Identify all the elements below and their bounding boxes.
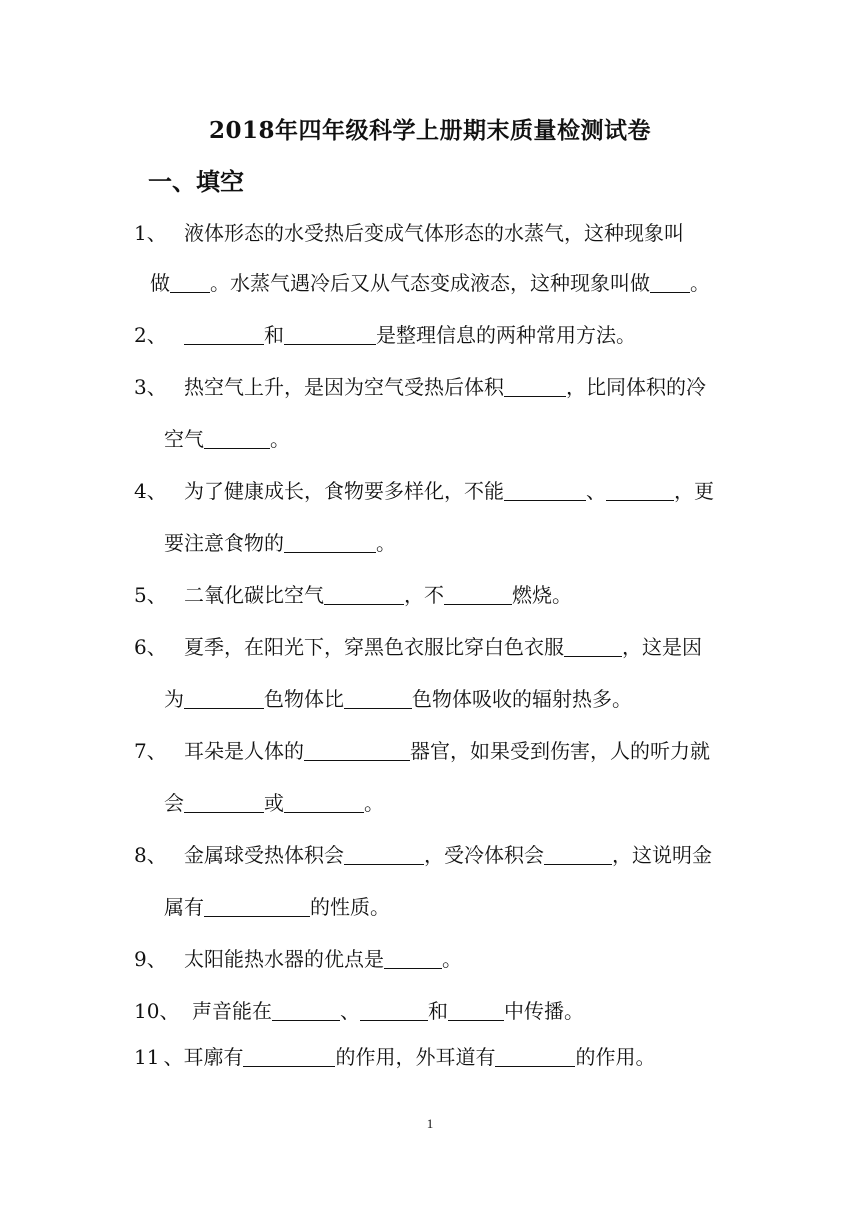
question-text: 的作用。	[575, 1045, 656, 1069]
answer-blank[interactable]	[170, 272, 210, 293]
question-text: 声音能在	[192, 999, 272, 1023]
question-number: 8、	[134, 843, 167, 867]
question-number: 7、	[134, 739, 167, 763]
question-1	[134, 220, 784, 246]
answer-blank[interactable]	[564, 636, 622, 657]
question-text: 色物体吸收的辐射热多。	[412, 687, 632, 711]
answer-blank[interactable]	[444, 584, 512, 605]
question-text: 的性质。	[310, 895, 390, 919]
question-text: 做	[150, 271, 170, 295]
question-text: 器官，如果受到伤害，人的听力就	[410, 739, 710, 763]
answer-blank[interactable]	[284, 792, 364, 813]
question-number: 2、	[134, 323, 167, 347]
question-text: 和	[264, 323, 284, 347]
answer-blank[interactable]	[284, 324, 376, 345]
question-text: 热空气上升，是因为空气受热后体积	[184, 375, 504, 399]
question-4-continued	[164, 530, 396, 556]
question-text: 耳朵是人体的	[184, 739, 304, 763]
question-text: ，受冷体积会	[424, 843, 544, 867]
answer-blank[interactable]	[304, 740, 410, 761]
question-7	[134, 738, 784, 764]
question-number: 6、	[134, 635, 167, 659]
question-text: ，不	[404, 583, 444, 607]
question-text: 是整理信息的两种常用方法。	[376, 323, 636, 347]
answer-blank[interactable]	[204, 896, 310, 917]
answer-blank[interactable]	[448, 1000, 504, 1021]
answer-blank[interactable]	[184, 324, 264, 345]
question-text: 的作用，外耳道有	[335, 1045, 496, 1069]
question-text: 。	[270, 427, 290, 451]
answer-blank[interactable]	[606, 480, 674, 501]
question-text: 夏季，在阳光下，穿黑色衣服比穿白色衣服	[184, 635, 564, 659]
answer-blank[interactable]	[504, 376, 566, 397]
question-text: 。	[442, 947, 462, 971]
question-number: 1、	[134, 221, 167, 245]
question-text: ，比同体积的冷	[566, 375, 706, 399]
question-8	[134, 842, 784, 868]
question-text: 为	[164, 687, 184, 711]
question-7-continued	[164, 790, 384, 816]
page-title: 2018年四年级科学上册期末质量检测试卷	[208, 117, 651, 144]
question-11	[134, 1044, 784, 1070]
question-text: 空气	[164, 427, 204, 451]
question-text: 。	[376, 531, 396, 555]
question-number: 5、	[134, 583, 167, 607]
question-text: 燃烧。	[512, 583, 572, 607]
answer-blank[interactable]	[204, 428, 270, 449]
question-text: 或	[264, 791, 284, 815]
question-text: 色物体比	[264, 687, 344, 711]
question-text: 和	[428, 999, 448, 1023]
question-text: 为了健康成长，食物要多样化，不能	[184, 479, 504, 503]
answer-blank[interactable]	[384, 948, 442, 969]
question-number: 10、	[134, 999, 180, 1023]
question-number: 3、	[134, 375, 167, 399]
question-text: 属有	[164, 895, 204, 919]
answer-blank[interactable]	[284, 532, 376, 553]
question-8-continued	[164, 894, 390, 920]
question-5	[134, 582, 784, 608]
question-text: ，更	[674, 479, 714, 503]
question-text: 太阳能热水器的优点是	[184, 947, 384, 971]
question-text: 。	[690, 271, 710, 295]
question-text: 要注意食物的	[164, 531, 284, 555]
question-number: 4、	[134, 479, 167, 503]
answer-blank[interactable]	[243, 1046, 335, 1067]
question-number: 9、	[134, 947, 167, 971]
question-9	[134, 946, 784, 972]
answer-blank[interactable]	[495, 1046, 575, 1067]
question-text: 金属球受热体积会	[184, 843, 344, 867]
page-number: 1	[426, 1116, 434, 1131]
answer-blank[interactable]	[344, 688, 412, 709]
question-text: 、耳廓有	[163, 1045, 244, 1069]
question-3-continued	[164, 426, 290, 452]
question-text: 、	[340, 999, 360, 1023]
question-text: 、	[586, 479, 606, 503]
answer-blank[interactable]	[272, 1000, 340, 1021]
question-text: 二氧化碳比空气	[184, 583, 324, 607]
question-text: 会	[164, 791, 184, 815]
answer-blank[interactable]	[504, 480, 586, 501]
answer-blank[interactable]	[360, 1000, 428, 1021]
question-number: 11	[134, 1045, 160, 1069]
question-3	[134, 374, 784, 400]
question-text: ，这说明金	[612, 843, 712, 867]
question-10	[134, 998, 784, 1024]
question-text: ，这是因	[622, 635, 702, 659]
question-6-continued	[164, 686, 632, 712]
answer-blank[interactable]	[544, 844, 612, 865]
question-2	[134, 322, 784, 348]
section-heading: 一、填空	[148, 167, 244, 196]
question-text: 中传播。	[504, 999, 584, 1023]
question-6	[134, 634, 784, 660]
answer-blank[interactable]	[184, 792, 264, 813]
answer-blank[interactable]	[344, 844, 424, 865]
question-text: 。水蒸气遇冷后又从气态变成液态，这种现象叫做	[210, 271, 650, 295]
answer-blank[interactable]	[650, 272, 690, 293]
answer-blank[interactable]	[184, 688, 264, 709]
question-text: 。	[364, 791, 384, 815]
question-4	[134, 478, 784, 504]
question-1-continued	[150, 270, 710, 296]
answer-blank[interactable]	[324, 584, 404, 605]
question-text: 液体形态的水受热后变成气体形态的水蒸气，这种现象叫	[184, 221, 684, 245]
